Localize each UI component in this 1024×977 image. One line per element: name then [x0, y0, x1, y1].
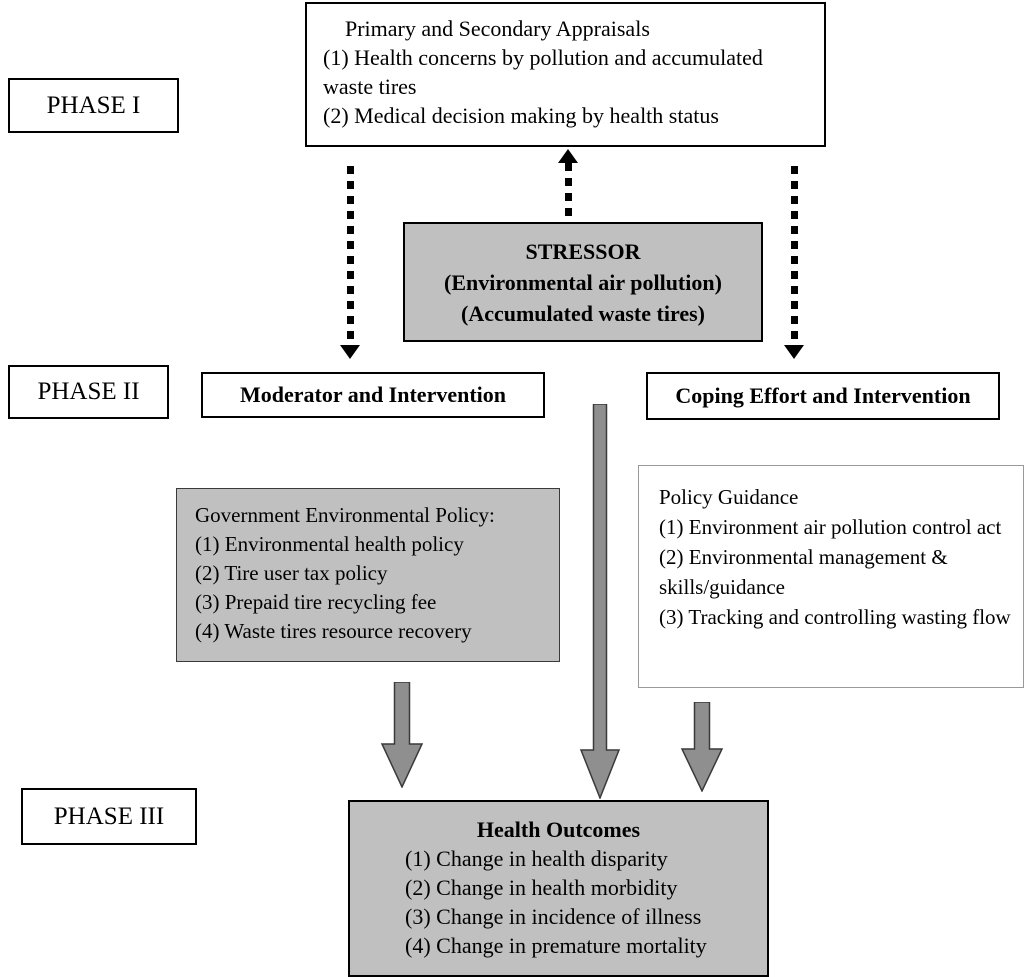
phase1-label: PHASE I — [46, 91, 141, 119]
phase2-label-box — [8, 365, 169, 419]
appraisals-box — [305, 2, 826, 147]
phase2-label: PHASE II — [37, 378, 140, 405]
policy-guidance-item2: (2) Environmental management & skills/guidance — [659, 545, 948, 599]
right-down-arrow-icon — [679, 702, 725, 792]
gov-policy-item1: (1) Environmental health policy — [195, 532, 464, 556]
moderator-label: Moderator and Intervention — [239, 382, 507, 407]
left-down-arrow-icon — [379, 682, 425, 788]
appraisals-title: Primary and Secondary Appraisals — [345, 16, 650, 41]
dotted-arrow-left-line — [347, 166, 354, 346]
moderator-box — [201, 372, 545, 418]
dotted-arrow-up-line — [565, 163, 572, 220]
stressor-title: STRESSOR — [525, 239, 641, 264]
health-outcomes-item3: (3) Change in incidence of illness — [405, 904, 702, 929]
policy-guidance-item3: (3) Tracking and controlling wasting flow — [659, 605, 1011, 629]
dotted-arrow-left-head-icon — [340, 345, 360, 359]
dotted-arrow-right-line — [791, 166, 798, 346]
appraisals-item1: (1) Health concerns by pollution and accumulated waste tires — [323, 45, 763, 99]
policy-guidance-title: Policy Guidance — [659, 485, 799, 509]
gov-policy-item2: (2) Tire user tax policy — [195, 561, 388, 585]
stressor-line2: (Environmental air pollution) — [444, 270, 722, 295]
coping-label: Coping Effort and Intervention — [675, 383, 971, 408]
health-outcomes-item4: (4) Change in premature mortality — [405, 933, 707, 958]
gov-policy-item4: (4) Waste tires resource recovery — [195, 619, 472, 643]
gov-policy-box — [176, 488, 560, 662]
stressor-line3: (Accumulated waste tires) — [461, 301, 705, 326]
health-outcomes-item1: (1) Change in health disparity — [405, 846, 668, 871]
phase3-label: PHASE III — [53, 802, 165, 830]
phase1-label-box — [8, 78, 179, 133]
appraisals-item2: (2) Medical decision making by health status — [323, 103, 719, 128]
phase3-label-box — [21, 788, 197, 845]
gov-policy-title: Government Environmental Policy: — [195, 503, 495, 527]
health-outcomes-title: Health Outcomes — [476, 817, 641, 842]
dotted-arrow-right-head-icon — [784, 345, 804, 359]
center-down-arrow-icon — [578, 404, 622, 799]
health-outcomes-box — [348, 800, 769, 977]
stressor-box — [403, 222, 763, 342]
gov-policy-item3: (3) Prepaid tire recycling fee — [195, 590, 437, 614]
health-outcomes-item2: (2) Change in health morbidity — [405, 875, 678, 900]
coping-box — [646, 372, 1000, 420]
policy-guidance-item1: (1) Environment air pollution control act — [659, 515, 1002, 539]
policy-guidance-box — [638, 465, 1024, 688]
dotted-arrow-up-head-icon — [558, 149, 578, 163]
